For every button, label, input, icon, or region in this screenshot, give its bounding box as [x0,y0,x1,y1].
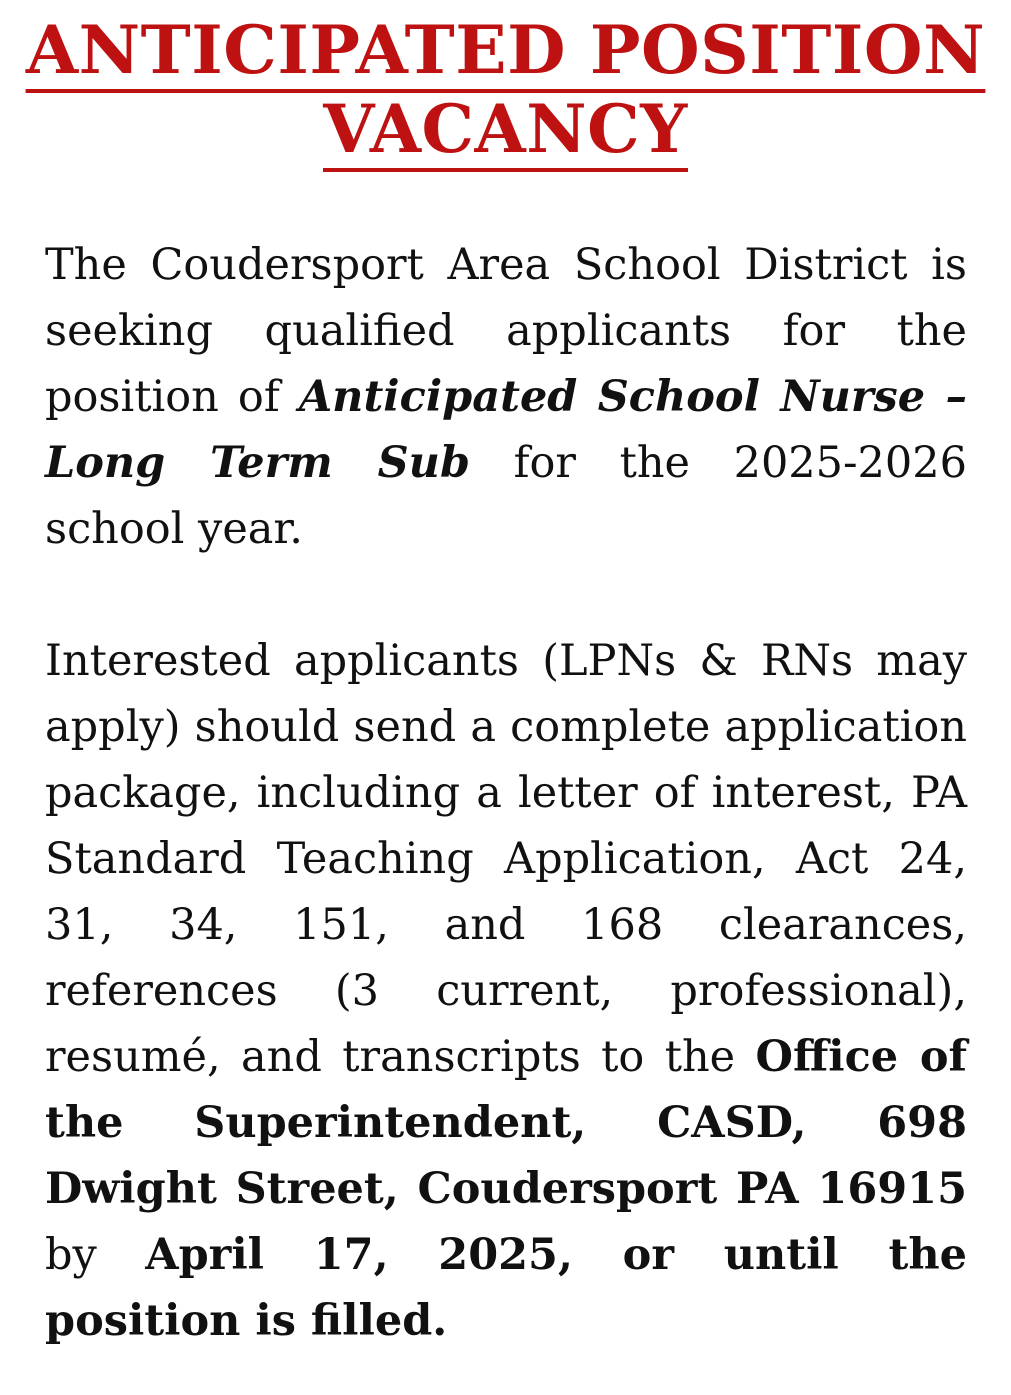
paragraph1-position-title: Anticipated School Nurse – Long Term Sub [45,372,967,488]
heading-line-2-text: VACANCY [323,93,688,172]
paragraph2-deadline: April 17, 2025, or until the position is filled. [45,1230,967,1346]
paragraph2-mid: by [45,1230,146,1280]
heading-line-1-text: ANTICIPATED POSITION [26,14,985,93]
heading-line-2 [0,90,1011,172]
heading-line-1 [0,11,1011,93]
paragraph-position-announcement [45,232,967,562]
paragraph2-office-address: Office of the Superintendent, CASD, 698 Dwight Street, Coudersport PA 16915 [45,1032,968,1214]
paragraph2-part1: Interested applicants (LPNs & RNs may apply) should send a complete application package, including a letter of interest, PA Standard Teaching Application, Act 24, 31, 34, 151, and 168 clearances, references (3 current, professional), resumé, and transcripts to the [45,636,967,1082]
document-body [45,232,967,1354]
document-heading [0,0,1011,172]
paragraph-application-instructions [45,628,967,1354]
paragraph1-part2: for the 2025-2026 school year. [45,438,967,554]
paragraph1-part1: The Coudersport Area School District is seeking qualified applicants for the position of [45,240,967,422]
